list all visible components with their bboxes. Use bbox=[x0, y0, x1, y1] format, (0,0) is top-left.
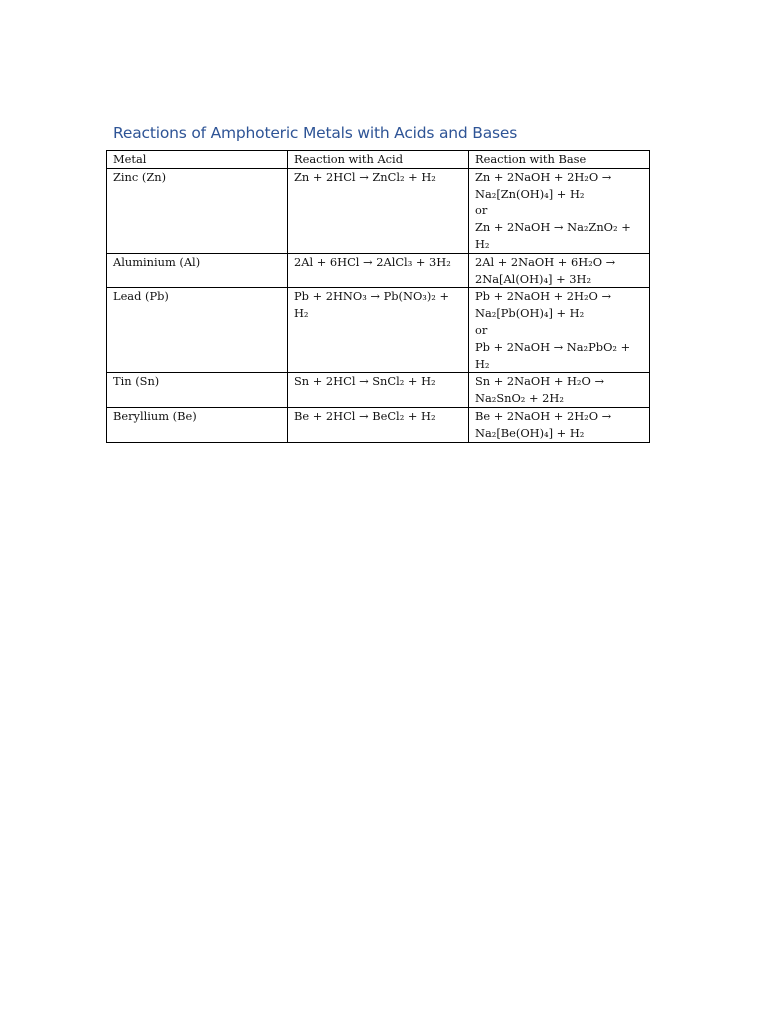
cell-base-reaction: Be + 2NaOH + 2H₂O → Na₂[Be(OH)₄] + H₂ bbox=[469, 407, 650, 442]
table-row-beryllium bbox=[107, 407, 650, 442]
table-row-tin bbox=[107, 373, 650, 408]
cell-metal: Lead (Pb) bbox=[107, 288, 288, 373]
cell-base-reaction: 2Al + 2NaOH + 6H₂O → 2Na[Al(OH)₄] + 3H₂ bbox=[469, 253, 650, 288]
cell-metal: Aluminium (Al) bbox=[107, 253, 288, 288]
cell-base-reaction: Zn + 2NaOH + 2H₂O → Na₂[Zn(OH)₄] + H₂ or Zn + 2NaOH → Na₂ZnO₂ + H₂ bbox=[469, 168, 650, 253]
cell-acid-reaction: Be + 2HCl → BeCl₂ + H₂ bbox=[288, 407, 469, 442]
table-row-lead bbox=[107, 288, 650, 373]
cell-metal: Beryllium (Be) bbox=[107, 407, 288, 442]
header-reaction-with-base: Reaction with Base bbox=[469, 151, 650, 169]
table-body bbox=[107, 168, 650, 442]
cell-base-reaction: Pb + 2NaOH + 2H₂O → Na₂[Pb(OH)₄] + H₂ or Pb + 2NaOH → Na₂PbO₂ + H₂ bbox=[469, 288, 650, 373]
cell-metal: Zinc (Zn) bbox=[107, 168, 288, 253]
cell-base-reaction: Sn + 2NaOH + H₂O → Na₂SnO₂ + 2H₂ bbox=[469, 373, 650, 408]
document-title: Reactions of Amphoteric Metals with Acids and Bases bbox=[113, 124, 518, 142]
header-row bbox=[107, 151, 650, 169]
header-reaction-with-acid: Reaction with Acid bbox=[288, 151, 469, 169]
table-row-aluminium bbox=[107, 253, 650, 288]
reactions-table bbox=[106, 150, 650, 443]
cell-acid-reaction: Pb + 2HNO₃ → Pb(NO₃)₂ + H₂ bbox=[288, 288, 469, 373]
header-metal: Metal bbox=[107, 151, 288, 169]
cell-acid-reaction: Zn + 2HCl → ZnCl₂ + H₂ bbox=[288, 168, 469, 253]
table-header bbox=[107, 151, 650, 169]
cell-metal: Tin (Sn) bbox=[107, 373, 288, 408]
cell-acid-reaction: Sn + 2HCl → SnCl₂ + H₂ bbox=[288, 373, 469, 408]
table-row-zinc bbox=[107, 168, 650, 253]
cell-acid-reaction: 2Al + 6HCl → 2AlCl₃ + 3H₂ bbox=[288, 253, 469, 288]
